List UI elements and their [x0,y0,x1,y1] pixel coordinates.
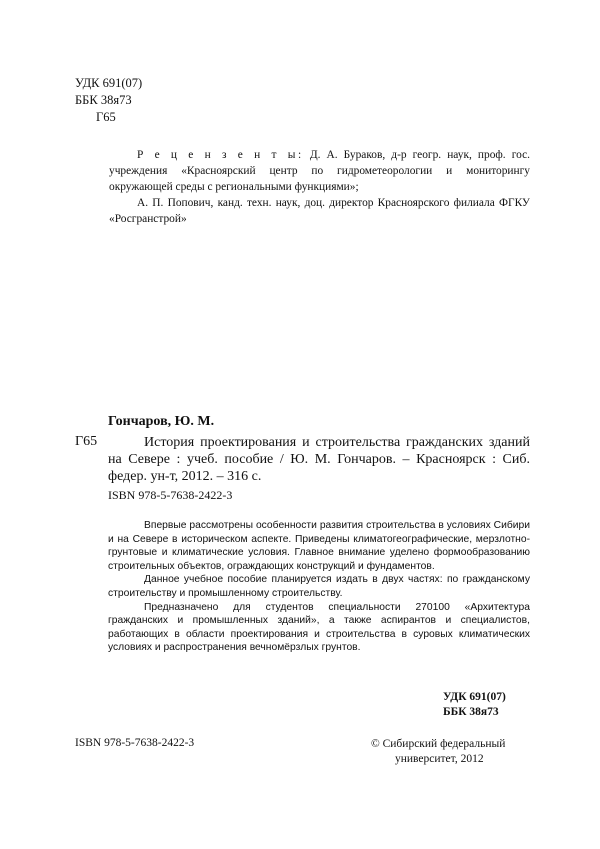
annotation-paragraph-2: Данное учебное пособие планируется издать в двух частях: по гражданскому строительству и промышленному строительству. [108,574,530,599]
annotation-paragraph-1: Впервые рассмотрены особенности развития строительства в условиях Сибири и на Севере в историческом аспекте. Приведены климатогеографические, мерзлотно-грунтовые и климатические условия. Главное внимание уделено формообразованию строительных объектов, ограждающих конструкций и фундаментов. [108,520,530,572]
bibliography-entry [108,434,530,504]
footer-isbn: ISBN 978-5-7638-2422-3 [75,737,195,749]
udk-block-bottom [443,690,506,720]
bibliography-isbn: ISBN 978-5-7638-2422-3 [108,488,233,502]
bibliography-description: История проектирования и строительства гражданских зданий на Севере : учеб. пособие / Ю. М. Гончаров. – Красноярск : Сиб. федер. ун-т, 2012. – 316 с. [108,435,530,484]
udk-code: УДК 691(07) [75,76,143,90]
copyright-line-2: университет, 2012 [395,753,484,765]
udk-block-top [75,75,142,126]
author-mark: Г65 [96,110,116,124]
annotation-block [108,519,530,655]
bibliography-author: Гончаров, Ю. М. [108,414,215,429]
bbk-code-bottom: ББК 38я73 [443,706,499,718]
annotation-paragraph-3: Предназначено для студентов специальности 270100 «Архитектура гражданских и промышленных зданий», а также аспирантов и специалистов, работающих в области проектирования и строительства в суровых климатических условиях и распространения вечномёрзлых грунтов. [108,601,530,654]
reviewers-block [109,147,530,227]
reviewer-1-paragraph [109,147,530,195]
copyright-notice [371,737,531,767]
reviewer-2: А. П. Попович, канд. техн. наук, доц. директор Красноярского филиала ФГКУ «Росгранстрой» [109,197,530,225]
udk-code-bottom: УДК 691(07) [443,691,506,703]
reviewer-1: Д. А. Бураков, д-р геогр. наук, проф. гос. учреждения «Красноярский центр по гидрометеорологии и мониторингу окружающей среды с региональными функциями»; [109,149,530,193]
copyright-line-1: © Сибирский федеральный [371,738,506,750]
bbk-code: ББК 38я73 [75,93,132,107]
bibliography-author-mark: Г65 [75,434,98,449]
reviewers-label: Р е ц е н з е н т ы: [137,149,304,161]
